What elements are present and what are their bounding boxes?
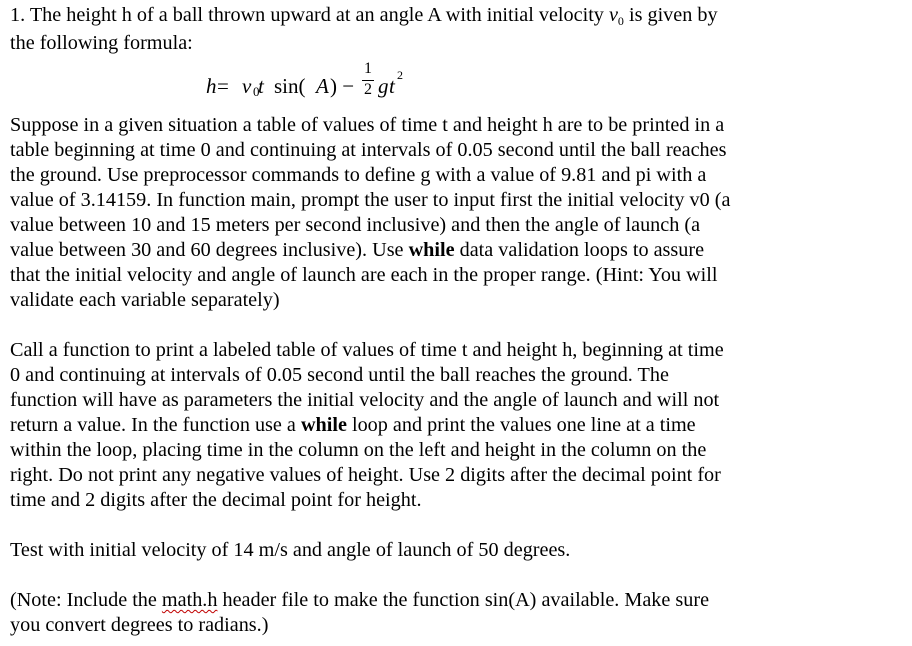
intro-text-after: is given by <box>623 4 718 26</box>
note-line-2: you convert degrees to radians.) <box>10 614 269 636</box>
test-line: Test with initial velocity of 14 m/s and angle of launch of 50 degrees. <box>10 539 571 561</box>
while-keyword-2: while <box>300 414 347 436</box>
para1-line-3: the ground. Use preprocessor commands to define g with a value of 9.81 and pi with a <box>10 164 707 186</box>
para2-line-3: function will have as parameters the initial velocity and the angle of launch and will not <box>10 389 720 411</box>
para2-line-4 <box>10 413 696 438</box>
formula-exponent: 2 <box>397 68 403 82</box>
para2-line-1: Call a function to print a labeled table of values of time t and height h, beginning at time <box>10 339 724 361</box>
fraction-numerator: 1 <box>364 60 372 77</box>
intro-line-2: the following formula: <box>10 32 193 54</box>
para2-line-7: time and 2 digits after the decimal point for height. <box>10 489 422 511</box>
while-keyword: while <box>408 239 455 261</box>
velocity-symbol: v <box>608 4 618 26</box>
para1-line-7: that the initial velocity and angle of launch are each in the proper range. (Hint: You will <box>10 264 718 286</box>
formula-t-squared: t <box>389 74 395 98</box>
para1-line-1: Suppose in a given situation a table of values of time t and height h are to be printed in a <box>10 114 725 136</box>
formula-g: g <box>378 74 389 98</box>
para2-line-2: 0 and continuing at intervals of 0.05 second until the ball reaches the ground. The <box>10 364 669 386</box>
para1-line-4: value of 3.14159. In function main, prompt the user to input first the initial velocity v0 (a <box>10 189 731 211</box>
para1-line-6-before: value between 30 and 60 degrees inclusive). Use <box>10 239 409 261</box>
note-before: (Note: Include the <box>10 589 162 611</box>
formula-equals: = <box>217 74 229 98</box>
para1-line-2: table beginning at time 0 and continuing at intervals of 0.05 second until the ball reaches <box>10 139 727 161</box>
formula-t: t <box>258 74 264 98</box>
note-after: header file to make the function sin(A) available. Make sure <box>217 589 710 611</box>
formula-close-minus: ) − <box>330 74 355 98</box>
para1-line-5: value between 10 and 15 meters per second inclusive) and then the angle of launch (a <box>10 214 701 236</box>
para1-line-6 <box>10 238 704 263</box>
velocity-subscript: 0 <box>617 14 624 28</box>
para1-line-8: validate each variable separately) <box>10 289 280 311</box>
formula-A: A <box>316 74 329 98</box>
formula-h: h <box>206 74 217 98</box>
para2-line-5: within the loop, placing time in the column on the left and height in the column on the <box>10 439 707 461</box>
intro-text-before: 1. The height h of a ball thrown upward at an angle A with initial velocity <box>10 4 609 26</box>
formula-v-sub: 0 <box>253 84 260 99</box>
fraction-denominator: 2 <box>364 81 372 98</box>
formula-sin: sin( <box>274 74 306 98</box>
note-line-1 <box>10 588 709 613</box>
para2-line-4-after: loop and print the values one line at a time <box>346 414 696 436</box>
formula-v: v <box>242 74 252 98</box>
para1-line-6-after: data validation loops to assure <box>454 239 705 261</box>
para2-line-4-before: return a value. In the function use a <box>10 414 301 436</box>
math-h-spellcheck: math.h <box>161 589 218 611</box>
para2-line-6: right. Do not print any negative values of height. Use 2 digits after the decimal point for <box>10 464 721 486</box>
intro-line-1 <box>10 3 718 28</box>
